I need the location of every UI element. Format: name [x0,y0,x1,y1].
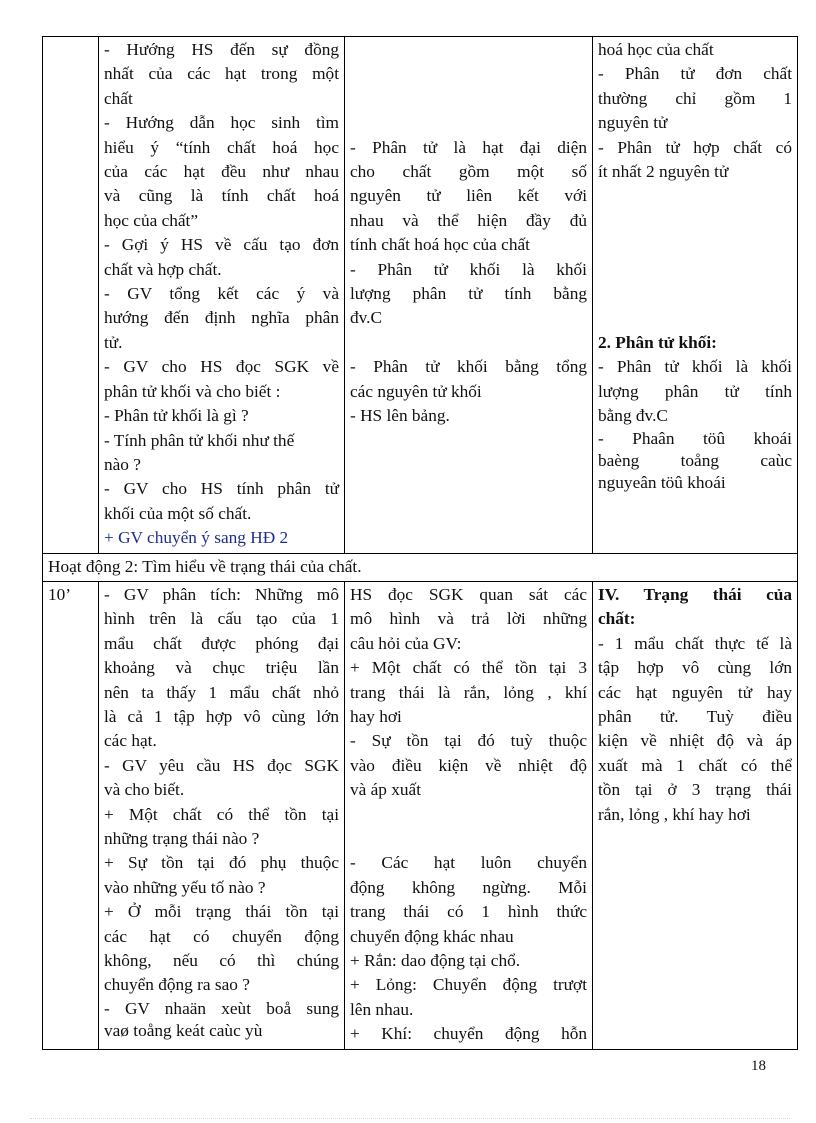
text-line: của các hạt đều như nhau [104,162,339,182]
text-line: trang thái có 1 hình thức [350,902,587,922]
text-line: - 1 mẩu chất thực tế là [598,633,792,653]
table-row [43,581,798,1049]
text-line: các hạt. [104,731,157,751]
text-line: hình trên là cấu tạo của 1 [104,609,339,629]
student-activity-cell [345,37,593,554]
text-line: + Khí: chuyển động hỗn [350,1024,587,1044]
text-line: nguyên tử [598,113,668,133]
lesson-plan-table [42,36,798,1050]
transition-note: + GV chuyển ý sang HĐ 2 [104,528,289,548]
text-line: mô hình và trả lời những [350,609,587,629]
text-line: là cả 1 tập hợp vô cùng lớn [104,706,339,726]
text-line: - Phaân töû khoái [598,429,792,449]
text-line: nên ta thấy 1 mẩu chất nhỏ [104,682,339,702]
text-line: động không ngừng. Mỗi [350,877,587,897]
text-line: - GV yêu cầu HS đọc SGK [104,755,339,775]
text-line: nhất của các hạt trong một [104,64,339,84]
text-line: các nguyên tử khối [350,381,482,401]
text-line: hiểu ý “tính chất hoá học [104,137,339,157]
text-line: câu hỏi của GV: [350,633,462,653]
text-line: + Rắn: dao động tại chổ. [350,951,521,970]
table-row [43,37,798,554]
text-line: chuyển động ra sao ? [104,975,250,995]
text-line: - Phân tử hợp chất có [598,137,792,157]
text-line: bằng đv.C [598,406,668,425]
text-line: - Hướng dẫn học sinh tìm [104,113,339,133]
text-line: tập hợp vô cùng lớn [598,658,792,678]
text-line: trang thái là rắn, lỏng , khí [350,682,587,702]
text-line: tử. [104,332,123,352]
text-line: - GV cho HS tính phân tử [104,479,339,499]
text-line: những trạng thái nào ? [104,829,260,848]
text-line: - Phân tử khối bằng tổng [350,357,587,377]
activity-header: Hoạt động 2: Tìm hiểu về trạng thái của chất. [43,553,798,581]
text-line: hướng đến định nghĩa phân [104,308,339,328]
text-line: vaø toång keát caùc yù [104,1020,263,1040]
text-line: + Lỏng: Chuyển động trượt [350,975,587,995]
activity-header-row [43,553,798,581]
text-line: chuyển động khác nhau [350,926,514,946]
footer-divider [30,1118,790,1119]
page-number: 18 [751,1058,766,1074]
content-cell [593,581,798,1049]
text-line: - Phân tử là hạt đại diện [350,137,587,157]
text-line: các hạt nguyên tử hay [598,682,792,702]
text-line: HS đọc SGK quan sát các [350,584,587,604]
text-line: - Phân tử khối là khối [350,259,587,279]
text-line: hay hơi [350,706,402,726]
text-line: - GV cho HS đọc SGK về [104,357,339,377]
text-line: rắn, lỏng , khí hay hơi [598,804,751,824]
text-line: cho chất gồm một số [350,161,587,181]
text-line: các hạt có chuyển động [104,926,339,946]
text-line: lên nhau. [350,999,414,1019]
text-line: khoảng và chục triệu lần [104,658,339,678]
student-activity-cell [345,581,593,1049]
text-line: + Một chất có thể tồn tại [104,804,339,824]
text-line: + Ở mỗi trạng thái tồn tại [104,902,339,922]
text-line: - Phân tử khối là gì ? [104,406,249,426]
text-line: học của chất” [104,210,199,230]
text-line: - Tính phân tử khối như thế [104,430,295,450]
text-line: phân tử khối và cho biết : [104,381,281,401]
text-line: kiện về nhiệt độ và áp [598,731,792,751]
text-line: phân tử. Tuỳ điều [598,706,792,726]
text-line: + Một chất có thể tồn tại 3 [350,658,587,678]
text-line: nguyeân töû khoái [598,473,726,493]
text-line: nào ? [104,454,141,474]
text-line: + Sự tồn tại đó phụ thuộc [104,853,339,873]
text-line: xuất mà 1 chất có thể [598,755,792,775]
text-line: không, nếu có thì chúng [104,951,339,971]
text-line: - GV nhaän xeùt boå sung [104,998,339,1018]
text-line: chất [104,88,133,108]
text-line: ít nhất 2 nguyên tử [598,162,729,182]
text-line: hoá học của chất [598,40,714,59]
text-line: tồn tại ở 3 trạng thái [598,780,792,800]
text-line: vào những yếu tố nào ? [104,877,266,897]
text-line: đv.C [350,308,383,328]
text-line: nhau và thể hiện đầy đủ [350,210,587,230]
text-line: nguyên tử liên kết với [350,186,587,206]
text-line: - Phân tử khối là khối [598,357,792,377]
text-line: - Sự tồn tại đó tuỳ thuộc [350,731,587,751]
text-line: - Gợi ý HS về cấu tạo đơn [104,235,339,255]
text-line: chất và hợp chất. [104,259,222,279]
text-line: - Hướng HS đến sự đồng [104,40,339,59]
time-cell: 10’ [43,581,99,1049]
text-line: khối của một số chất. [104,503,252,523]
text-line: - Phân tử đơn chất [598,64,792,84]
text-line: mẩu chất được phóng đại [104,633,339,653]
text-line: lượng phân tử tính bằng [350,284,587,303]
text-line: thường chỉ gồm 1 [598,88,792,108]
text-line: tính chất hoá học của chất [350,235,530,255]
text-line: - GV phân tích: Những mô [104,584,339,604]
teacher-activity-cell [99,37,345,554]
text-line: và cho biết. [104,780,185,800]
section-heading: chất: [598,609,636,629]
time-cell [43,37,99,554]
text-line: lượng phân tử tính [598,381,792,401]
text-line: và áp xuất [350,780,422,800]
text-line: - HS lên bảng. [350,406,450,426]
teacher-activity-cell [99,581,345,1049]
section-heading: 2. Phân tử khối: [598,332,717,352]
section-heading: IV. Trạng thái của [598,584,792,604]
text-line: - Các hạt luôn chuyển [350,853,587,873]
text-line: vào điều kiện về nhiệt độ [350,755,587,775]
text-line: - GV tổng kết các ý và [104,284,339,304]
text-line: và cũng là tính chất hoá [104,186,339,206]
content-cell [593,37,798,554]
text-line: baèng toång caùc [598,451,792,471]
